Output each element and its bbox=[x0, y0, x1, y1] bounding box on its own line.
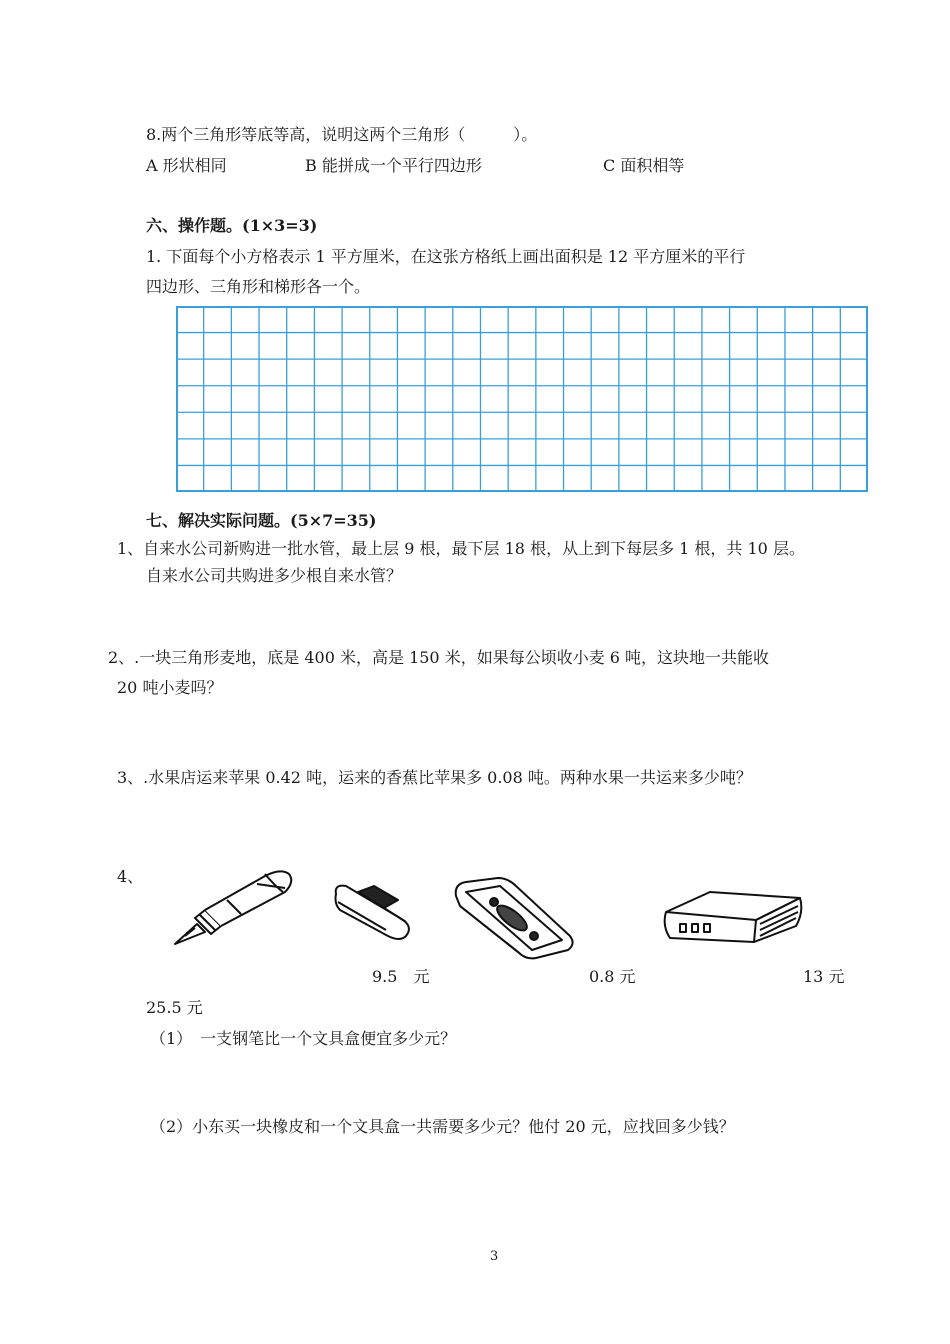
section-6-q1-line2: 四边形、三角形和梯形各一个。 bbox=[146, 277, 371, 296]
eraser-icon bbox=[330, 880, 416, 942]
book-icon bbox=[660, 886, 804, 946]
square-grid-paper bbox=[176, 306, 868, 492]
problem-3: 3、.水果店运来苹果 0.42 吨，运来的香蕉比苹果多 0.08 吨。两种水果一共运来多少吨？ bbox=[117, 768, 752, 787]
problem-2-line1: 2、.一块三角形麦地，底是 400 米，高是 150 米，如果每公顷收小麦 6 吨，这块地一共能收 bbox=[108, 648, 770, 667]
price-eraser: 9.5 元 bbox=[372, 967, 430, 986]
section-6-q1-line1: 1. 下面每个小方格表示 1 平方厘米，在这张方格纸上画出面积是 12 平方厘米的平行 bbox=[146, 247, 746, 266]
q8-option-a: A 形状相同 bbox=[146, 156, 227, 175]
q8-option-c: C 面积相等 bbox=[603, 156, 685, 175]
section-7-title: 七、解决实际问题。(5×7=35) bbox=[146, 511, 377, 530]
problem-4-sub2: （2）小东买一块橡皮和一个文具盒一共需要多少元？他付 20 元，应找回多少钱？ bbox=[150, 1117, 735, 1136]
section-6-title: 六、操作题。(1×3=3) bbox=[146, 216, 318, 235]
problem-1-line2: 自来水公司共购进多少根自来水管？ bbox=[146, 566, 403, 585]
q8-option-b: B 能拼成一个平行四边形 bbox=[305, 156, 482, 175]
page-number: 3 bbox=[490, 1249, 499, 1264]
price-book: 13 元 bbox=[803, 967, 845, 986]
problem-4-label: 4、 bbox=[117, 867, 144, 886]
problem-2-line2: 20 吨小麦吗？ bbox=[117, 678, 223, 697]
problem-1-line1: 1、自来水公司新购进一批水管，最上层 9 根，最下层 18 根，从上到下每层多 1 根，共 10 层。 bbox=[117, 539, 805, 558]
problem-4-sub1: （1） 一支钢笔比一个文具盒便宜多少元？ bbox=[150, 1029, 457, 1048]
pencil-box-icon bbox=[452, 876, 576, 962]
q8-stem: 8.两个三角形等底等高，说明这两个三角形（ ）。 bbox=[146, 125, 538, 144]
price-pen: 25.5 元 bbox=[146, 998, 203, 1017]
fountain-pen-icon bbox=[165, 866, 300, 950]
price-pencil-box: 0.8 元 bbox=[589, 967, 636, 986]
